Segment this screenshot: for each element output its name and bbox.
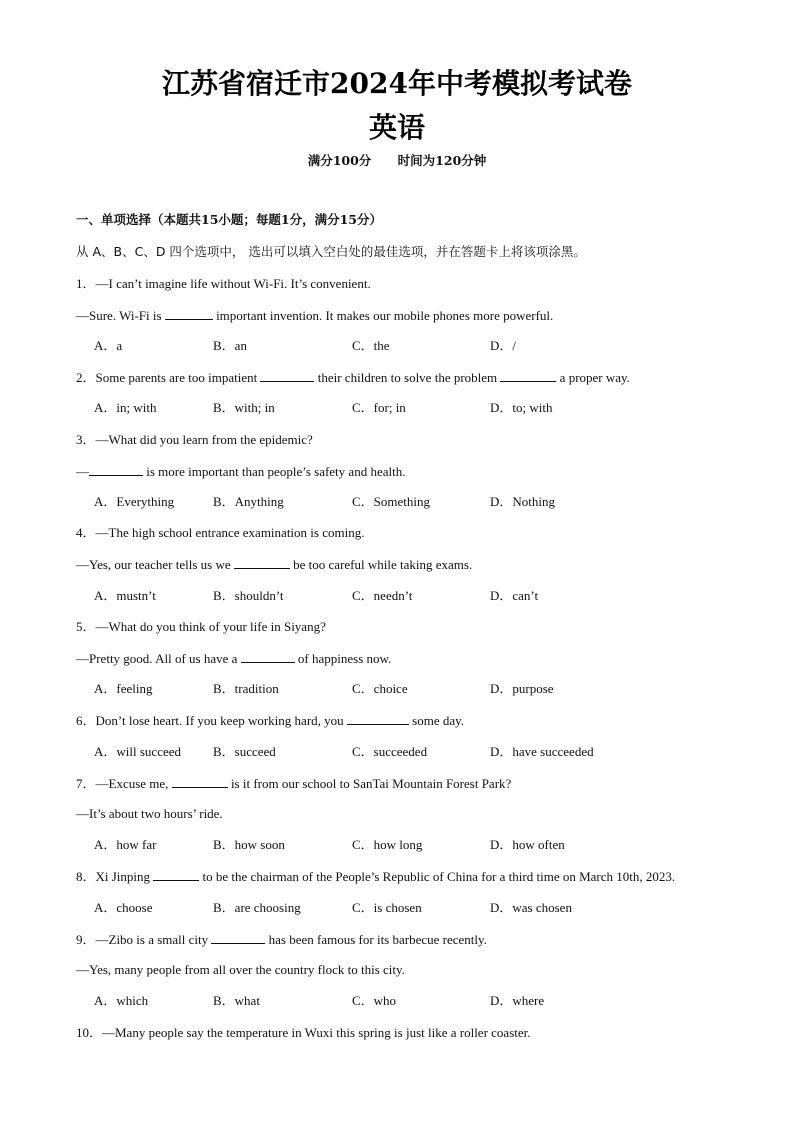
question-5-stem: 5．—What do you think of your life in Siyang? [76, 619, 326, 634]
answer-blank[interactable] [347, 712, 409, 725]
option-a[interactable]: A．in; with [94, 400, 157, 415]
option-b[interactable]: B．how soon [213, 837, 285, 852]
option-b[interactable]: B．Anything [213, 494, 284, 509]
option-c[interactable]: C．for; in [352, 400, 406, 415]
answer-blank[interactable] [241, 650, 295, 663]
question-4-reply: —Yes, our teacher tells us we be too careful while taking exams. [76, 557, 473, 572]
option-d[interactable]: D．where [490, 993, 545, 1008]
option-a[interactable]: A．how far [94, 837, 157, 852]
answer-blank[interactable] [234, 556, 290, 569]
subject-title: 英语 [368, 111, 425, 144]
option-d[interactable]: D．how often [490, 837, 565, 852]
answer-blank[interactable] [172, 775, 228, 788]
question-1-stem: 1．—I can’t imagine life without Wi-Fi. It’s convenient. [76, 276, 371, 291]
option-d[interactable]: D．to; with [490, 400, 553, 415]
question-5-reply: —Pretty good. All of us have a of happiness now. [76, 651, 392, 666]
option-a[interactable]: A．choose [94, 900, 153, 915]
option-b[interactable]: B．an [213, 338, 247, 353]
option-d[interactable]: D．was chosen [490, 900, 572, 915]
option-d[interactable]: D．have succeeded [490, 744, 594, 759]
option-a[interactable]: A．which [94, 993, 149, 1008]
answer-blank[interactable] [500, 369, 556, 382]
time-limit: 时间为120分钟 [397, 153, 487, 168]
option-d[interactable]: D．can’t [490, 588, 539, 603]
option-d[interactable]: D．/ [490, 338, 517, 353]
option-c[interactable]: C．choice [352, 681, 408, 696]
option-c[interactable]: C．is chosen [352, 900, 422, 915]
question-3-stem: 3．—What did you learn from the epidemic? [76, 432, 313, 447]
option-d[interactable]: D．Nothing [490, 494, 556, 509]
section-instruction: 从 A、B、C、D 四个选项中， 选出可以填入空白处的最佳选项，并在答题卡上将该项涂黑。 [76, 244, 586, 259]
answer-blank[interactable] [165, 307, 213, 320]
option-b[interactable]: B．shouldn’t [213, 588, 284, 603]
question-9-stem: 9．—Zibo is a small city has been famous for its barbecue recently. [76, 932, 487, 947]
option-a[interactable]: A．mustn’t [94, 588, 156, 603]
question-6-stem: 6．Don’t lose heart. If you keep working hard, you some day. [76, 713, 465, 728]
question-7-stem: 7．—Excuse me, is it from our school to SanTai Mountain Forest Park? [76, 776, 512, 791]
page-title: 江苏省宿迁市2024年中考模拟考试卷 [162, 67, 632, 100]
score-time-line [0, 151, 794, 169]
option-a[interactable]: A．a [94, 338, 123, 353]
question-7-reply: —It’s about two hours’ ride. [76, 806, 223, 821]
option-b[interactable]: B．are choosing [213, 900, 301, 915]
question-3-reply: — is more important than people’s safety and health. [76, 464, 406, 479]
option-c[interactable]: C．who [352, 993, 397, 1008]
question-10-stem: 10．—Many people say the temperature in Wuxi this spring is just like a roller coaster. [76, 1025, 531, 1040]
option-a[interactable]: A．will succeed [94, 744, 182, 759]
answer-blank[interactable] [260, 369, 314, 382]
option-c[interactable]: C．succeeded [352, 744, 428, 759]
option-a[interactable]: A．Everything [94, 494, 175, 509]
option-b[interactable]: B．with; in [213, 400, 275, 415]
answer-blank[interactable] [211, 931, 265, 944]
option-c[interactable]: C．how long [352, 837, 423, 852]
option-b[interactable]: B．what [213, 993, 260, 1008]
option-b[interactable]: B．tradition [213, 681, 279, 696]
full-score: 满分100分 [307, 153, 372, 168]
option-b[interactable]: B．succeed [213, 744, 276, 759]
option-c[interactable]: C．needn’t [352, 588, 413, 603]
question-2-stem: 2．Some parents are too impatient their children to solve the problem a proper way. [76, 370, 630, 385]
option-d[interactable]: D．purpose [490, 681, 554, 696]
question-4-stem: 4．—The high school entrance examination is coming. [76, 525, 365, 540]
question-9-reply: —Yes, many people from all over the country flock to this city. [76, 962, 405, 977]
option-c[interactable]: C．the [352, 338, 390, 353]
question-1-reply: —Sure. Wi-Fi is important invention. It makes our mobile phones more powerful. [76, 308, 554, 323]
section-heading: 一、单项选择（本题共15小题；每题1分，满分15分） [76, 212, 382, 227]
option-a[interactable]: A．feeling [94, 681, 153, 696]
question-8-stem: 8．Xi Jinping to be the chairman of the People’s Republic of China for a third time on March 10th, 2023. [76, 869, 676, 884]
answer-blank[interactable] [153, 868, 199, 881]
option-c[interactable]: C．Something [352, 494, 431, 509]
answer-blank[interactable] [89, 463, 143, 476]
